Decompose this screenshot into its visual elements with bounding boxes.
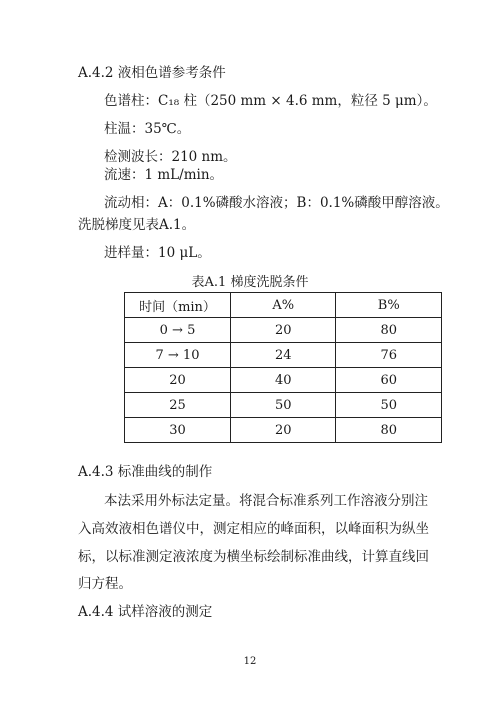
table-row (125, 343, 442, 368)
header-a-percent: A% (231, 293, 336, 318)
paragraph-line: 标，以标准测定液浓度为横坐标绘制标准曲线，计算直线回 (78, 549, 429, 565)
cell-b: 50 (336, 393, 442, 418)
cell-b: 60 (336, 368, 442, 393)
cell-b: 76 (336, 343, 442, 368)
cell-time: 0 → 5 (125, 318, 231, 343)
table-row (125, 318, 442, 343)
heading-a42: A.4.2 液相色谱参考条件 (78, 65, 226, 81)
cell-time: 20 (125, 368, 231, 393)
column-spec: 色谱柱：C₁₈ 柱（250 mm × 4.6 mm，粒径 5 μm）。 (104, 93, 437, 109)
injection-volume: 进样量：10 μL。 (104, 245, 211, 261)
table-row (125, 393, 442, 418)
paragraph-line: 本法采用外标法定量。将混合标准系列工作溶液分别注 (104, 493, 428, 509)
heading-a44: A.4.4 试样溶液的测定 (78, 604, 213, 620)
cell-a: 20 (231, 318, 336, 343)
table-caption: 表A.1 梯度洗脱条件 (191, 275, 309, 290)
flow-rate: 流速：1 mL/min。 (104, 167, 224, 183)
heading-a43: A.4.3 标准曲线的制作 (78, 464, 213, 480)
gradient-table (124, 292, 442, 443)
paragraph-line: 入高效液相色谱仪中，测定相应的峰面积，以峰面积为纵坐 (78, 521, 429, 537)
cell-a: 40 (231, 368, 336, 393)
header-time: 时间（min） (125, 293, 231, 318)
column-temperature: 柱温：35℃。 (104, 121, 191, 137)
table-header-row (125, 293, 442, 318)
gradient-reference: 洗脱梯度见表A.1。 (78, 217, 196, 233)
table-row (125, 368, 442, 393)
cell-b: 80 (336, 318, 442, 343)
paragraph-line: 归方程。 (78, 576, 132, 592)
cell-time: 7 → 10 (125, 343, 231, 368)
cell-a: 50 (231, 393, 336, 418)
cell-a: 24 (231, 343, 336, 368)
cell-a: 20 (231, 418, 336, 443)
table-row (125, 418, 442, 443)
mobile-phase: 流动相：A：0.1%磷酸水溶液；B：0.1%磷酸甲醇溶液。 (104, 195, 449, 211)
detection-wavelength: 检测波长：210 nm。 (104, 149, 237, 165)
cell-time: 30 (125, 418, 231, 443)
cell-time: 25 (125, 393, 231, 418)
cell-b: 80 (336, 418, 442, 443)
header-b-percent: B% (336, 293, 442, 318)
page-number: 12 (243, 656, 257, 667)
